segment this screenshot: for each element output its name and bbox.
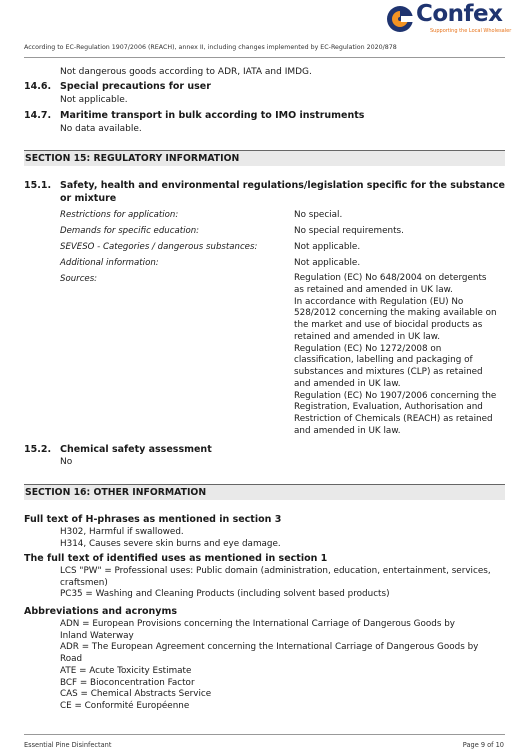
section-14-6-title: Special precautions for user — [60, 81, 211, 92]
sources-line: substances and mixtures (CLP) as retained — [294, 367, 483, 377]
header-divider — [24, 57, 505, 58]
abbreviation-item: CE = Conformité Européenne — [60, 700, 190, 711]
abbreviations-list — [60, 619, 478, 713]
abbreviation-item: Road — [60, 654, 83, 665]
restrictions-label: Restrictions for application: — [60, 210, 179, 220]
section-14-7-title: Maritime transport in bulk according to IMO instruments — [60, 110, 365, 121]
sources-label: Sources: — [60, 274, 98, 284]
brand-tagline: Supporting the Local Wholesaler — [430, 28, 512, 34]
sources-line: Registration, Evaluation, Authorisation and — [294, 402, 483, 413]
sources-line: and amended in UK law. — [294, 378, 401, 389]
hphrase-item: H314, Causes severe skin burns and eye damage. — [60, 538, 281, 549]
sources-line: the market and use of biocidal products as — [294, 320, 483, 330]
sources-line: and amended in UK law. — [294, 425, 401, 436]
section-15-2-value: No — [60, 457, 73, 467]
confex-c-icon — [385, 4, 415, 34]
additional-info-label: Additional information: — [60, 258, 159, 268]
footer-page-number: Page 9 of 10 — [462, 741, 504, 749]
section-15-1-number: 15.1. — [24, 180, 52, 191]
section-15-1-title-line-1: Safety, health and environmental regulations/legislation specific for the substance — [60, 180, 505, 191]
section-14-6-number: 14.6. — [24, 81, 52, 92]
education-value: No special requirements. — [294, 226, 404, 236]
abbreviation-item: Inland Waterway — [60, 630, 134, 641]
regulation-line: According to EC-Regulation 1907/2006 (REACH), annex II, including changes implemented by EC-Regulation 2020/878 — [24, 44, 397, 51]
seveso-label: SEVESO - Categories / dangerous substances: — [60, 242, 258, 252]
abbreviation-item: BCF = Bioconcentration Factor — [60, 677, 195, 688]
footer-product-name: Essential Pine Disinfectant — [24, 741, 112, 749]
sources-line: In accordance with Regulation (EU) No — [294, 296, 464, 307]
uses-title: The full text of identified uses as mentioned in section 1 — [24, 553, 328, 564]
hphrases-list — [60, 527, 281, 550]
sources-line: Regulation (EC) No 648/2004 on detergents — [294, 273, 487, 283]
sources-line: 528/2012 concerning the making available on — [294, 308, 497, 319]
sources-line: classification, labelling and packaging of — [294, 355, 473, 366]
section-14-7-value: No data available. — [60, 124, 142, 134]
section-16-heading: SECTION 16: OTHER INFORMATION — [25, 487, 207, 498]
section-14-6-value: Not applicable. — [60, 95, 128, 105]
abbreviation-item: ADR = The European Agreement concerning the International Carriage of Dangerous Goods by — [60, 642, 479, 653]
sources-line: Regulation (EC) No 1907/2006 concerning the — [294, 390, 497, 401]
section-15-header — [24, 150, 505, 166]
section-15-1-title-line-2: or mixture — [60, 193, 117, 204]
sources-line: retained and amended in UK law. — [294, 331, 440, 342]
footer-divider — [24, 734, 505, 735]
section-15-heading: SECTION 15: REGULATORY INFORMATION — [25, 153, 240, 164]
abbreviations-title: Abbreviations and acronyms — [24, 606, 178, 617]
section-14-5-text: Not dangerous goods according to ADR, IATA and IMDG. — [60, 67, 312, 77]
use-item: PC35 = Washing and Cleaning Products (including solvent based products) — [60, 589, 390, 600]
restrictions-value: No special. — [294, 210, 343, 220]
use-item: LCS "PW" = Professional uses: Public domain (administration, education, entertainment, services, — [60, 566, 491, 576]
abbreviation-item: CAS = Chemical Abstracts Service — [60, 689, 212, 700]
abbreviation-item: ADN = European Provisions concerning the International Carriage of Dangerous Goods by — [60, 619, 456, 629]
hphrases-title: Full text of H-phrases as mentioned in section 3 — [24, 514, 282, 525]
abbreviation-item: ATE = Acute Toxicity Estimate — [60, 665, 192, 676]
sources-list — [294, 273, 497, 438]
seveso-value: Not applicable. — [294, 242, 361, 252]
additional-info-value: Not applicable. — [294, 258, 361, 268]
use-item: craftsmen) — [60, 577, 108, 588]
section-16-header — [24, 484, 505, 500]
section-14-7-number: 14.7. — [24, 110, 52, 121]
uses-list — [60, 566, 491, 601]
sources-line: Restriction of Chemicals (REACH) as retained — [294, 414, 493, 424]
sources-line: as retained and amended in UK law. — [294, 284, 453, 295]
section-15-2-title: Chemical safety assessment — [60, 444, 212, 455]
brand-name: Confex — [416, 1, 503, 27]
education-label: Demands for specific education: — [60, 226, 200, 236]
confex-logo — [383, 2, 523, 38]
sources-line: Regulation (EC) No 1272/2008 on — [294, 343, 442, 354]
section-15-2-number: 15.2. — [24, 444, 52, 455]
hphrase-item: H302, Harmful if swallowed. — [60, 527, 184, 537]
